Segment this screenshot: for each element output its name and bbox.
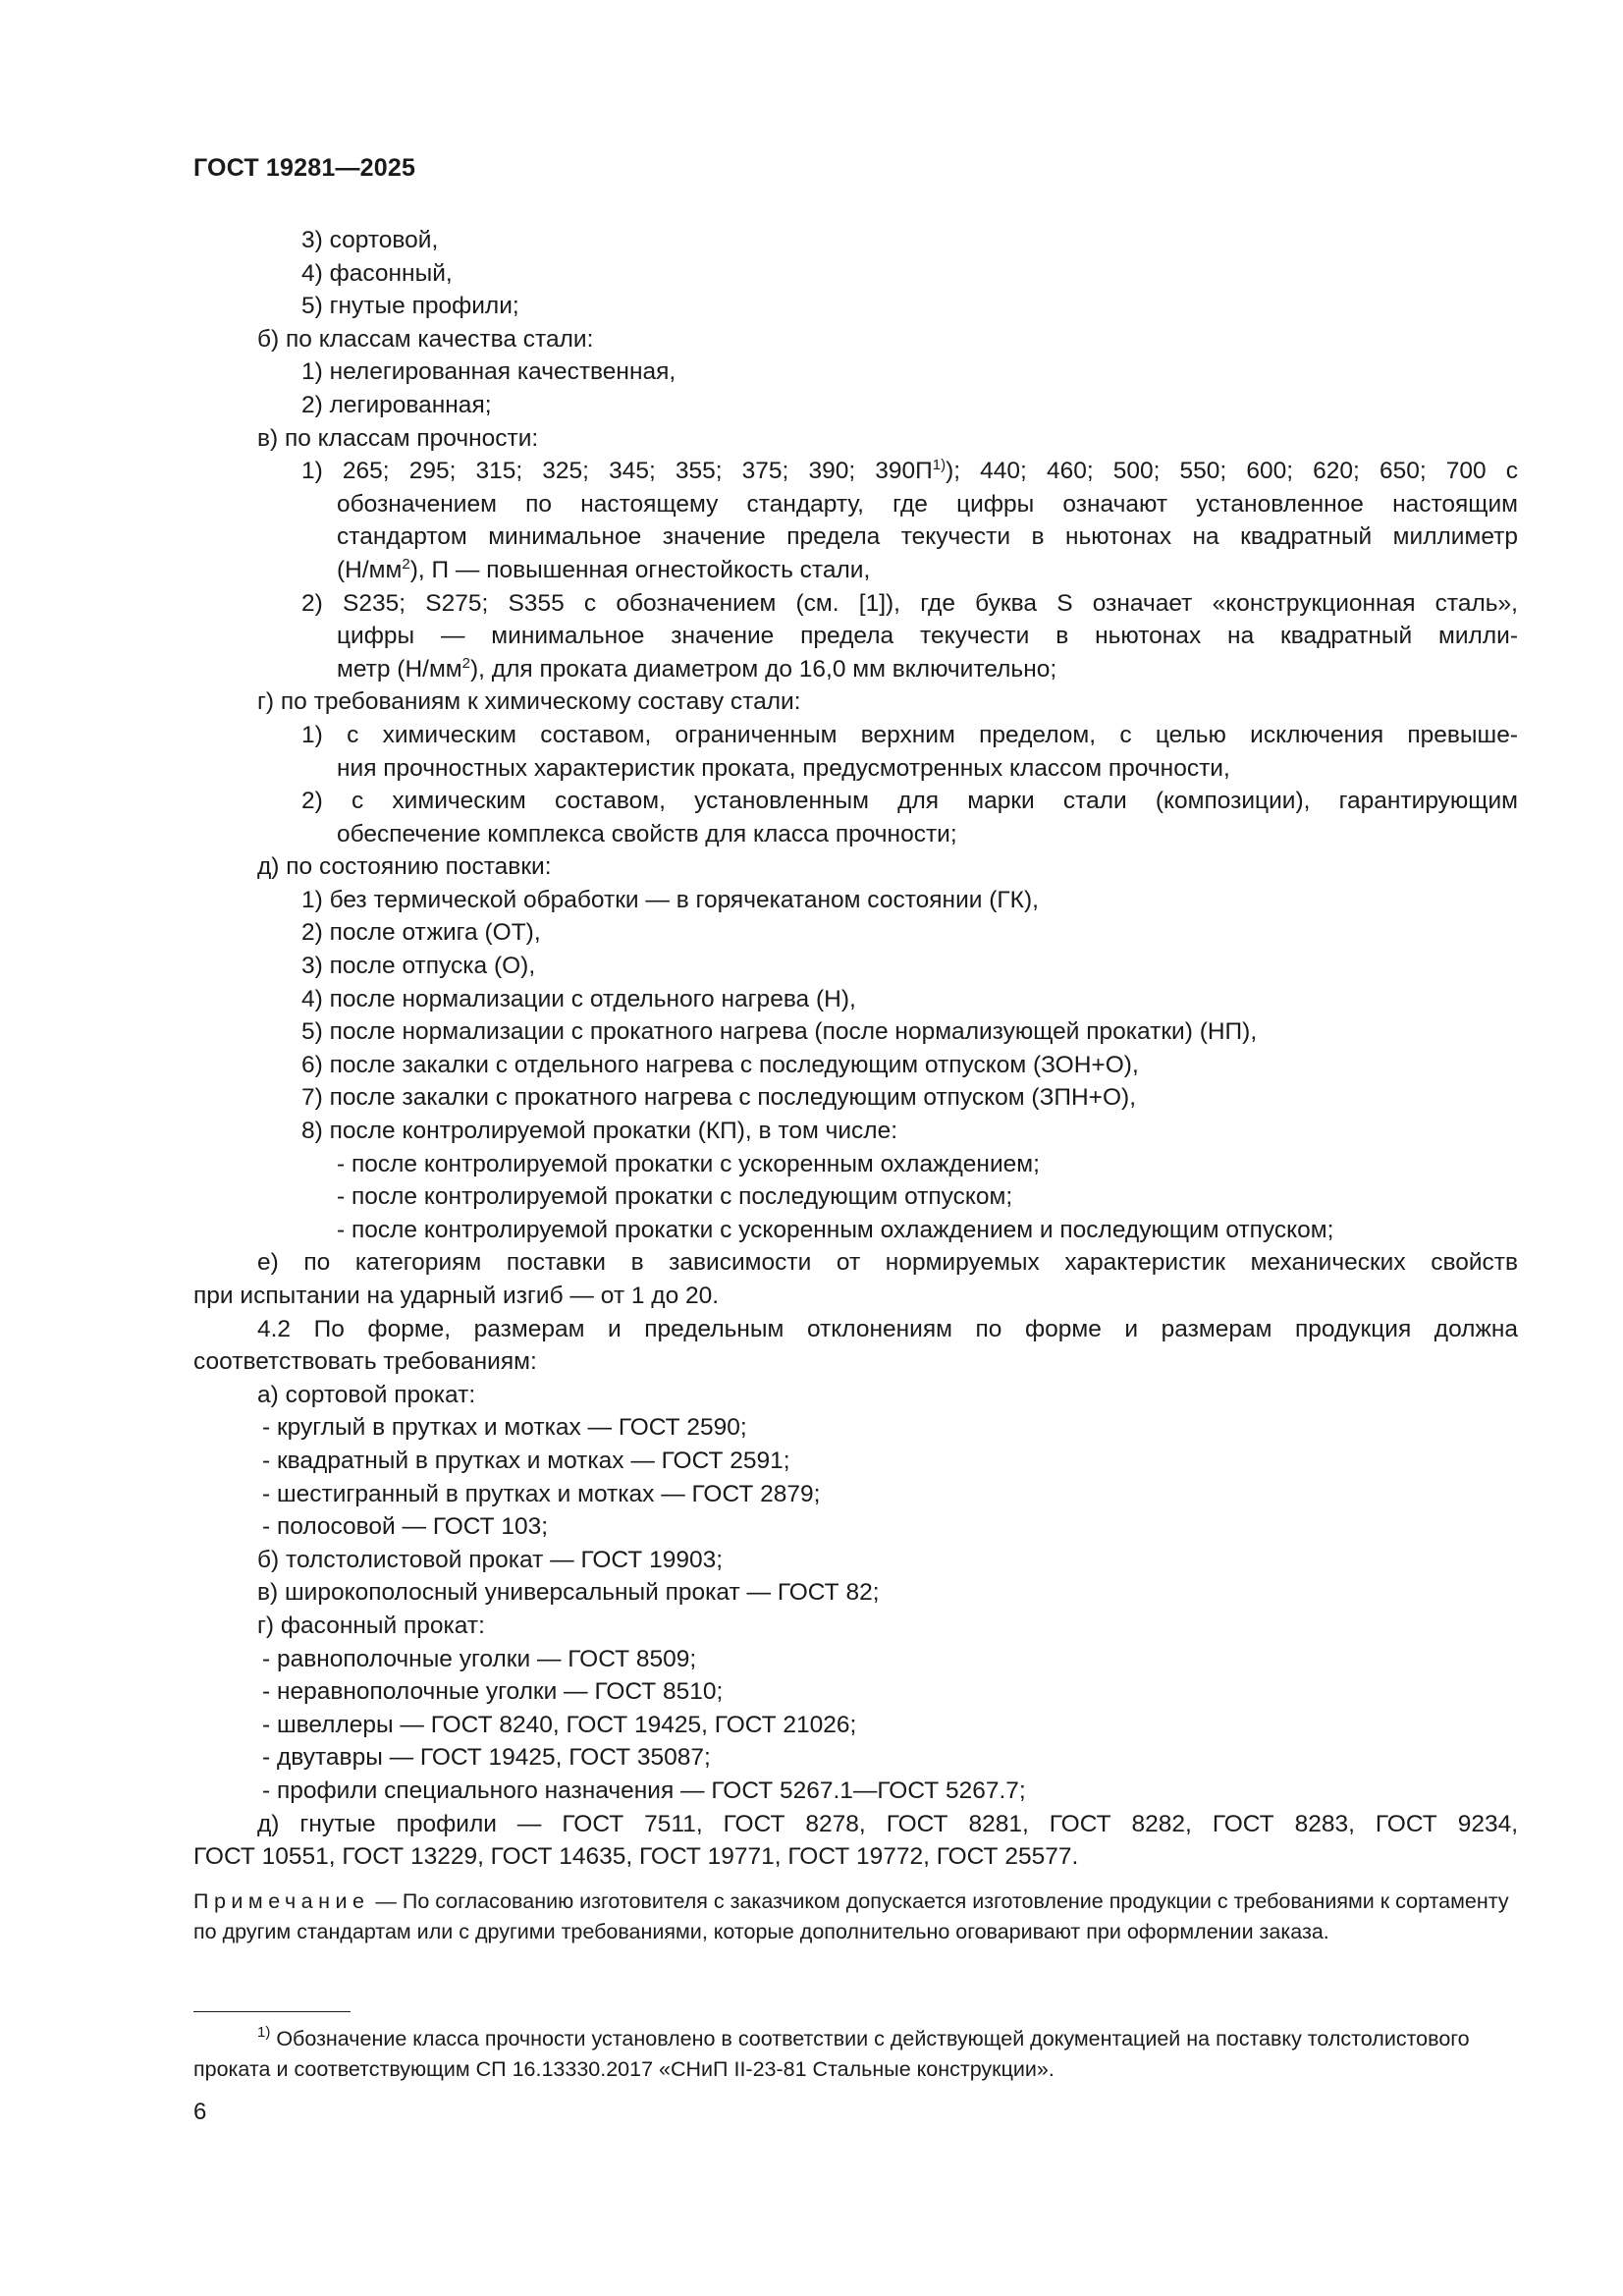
list-item: 4) после нормализации с отдельного нагрева (Н), [301,985,856,1012]
list-item: ния прочностных характеристик проката, предусмотренных классом прочности, [337,754,1230,782]
text-fragment: (Н/мм [337,556,403,583]
list-item: 5) после нормализации с прокатного нагрева (после нормализующей прокатки) (НП), [301,1018,1258,1046]
list-item: обозначением по настоящему стандарту, где цифры означают установленное настоящим [337,490,1518,518]
list-item: г) по требованиям к химическому составу стали: [257,688,801,716]
superscript: 2 [402,555,410,573]
list-item: 3) после отпуска (О), [301,953,536,980]
text-fragment: метр (Н/мм [337,655,462,683]
note [193,1886,1518,1947]
list-item: 1) с химическим составом, ограниченным верхним пределом, с целью исключения превыше- [301,721,1518,748]
text-fragment: 1) 265; 295; 315; 325; 345; 355; 375; 390; 390П [301,458,933,485]
footnote [193,2024,1518,2085]
list-item: 4) фасонный, [301,259,453,287]
list-item: - равнополочные уголки — ГОСТ 8509; [262,1645,697,1672]
list-item: 2) легированная; [301,391,492,418]
list-item: 5) гнутые профили; [301,293,519,320]
list-item: - шестигранный в прутках и мотках — ГОСТ 2879; [262,1480,821,1507]
list-item: 3) сортовой, [301,227,439,253]
footnote-ref: 1) [932,457,947,474]
list-item [193,554,1518,587]
list-item: б) по классам качества стали: [257,325,594,353]
list-item: обеспечение комплекса свойств для класса прочности; [337,820,957,847]
list-item: 2) S235; S275; S355 с обозначением (см. [1]), где буква S означает «конструкционная сталь», [301,589,1518,617]
list-item: - круглый в прутках и мотках — ГОСТ 2590; [262,1414,747,1442]
superscript: 2 [461,654,470,672]
footnote-spacer [193,2027,257,2050]
list-item: - двутавры — ГОСТ 19425, ГОСТ 35087; [262,1744,711,1772]
note-text: — По согласованию изготовителя с заказчиком допускается изготовление продукции с требованиями к сортаменту по другим стандартам или с другими требованиями, которые дополнительно оговаривают при оформлении заказа. [193,1889,1509,1943]
list-item: б) толстолистовой прокат — ГОСТ 19903; [257,1546,724,1573]
list-item: - полосовой — ГОСТ 103; [262,1513,549,1541]
document-body [193,224,1518,1874]
list-item: - швеллеры — ГОСТ 8240, ГОСТ 19425, ГОСТ 21026; [262,1711,857,1738]
list-item: в) широкополосный универсальный прокат — ГОСТ 82; [257,1579,880,1607]
list-item: д) по состоянию поставки: [257,853,552,881]
list-item: - после контролируемой прокатки с последующим отпуском; [337,1183,1013,1211]
list-item: - профили специального назначения — ГОСТ 5267.1—ГОСТ 5267.7; [262,1777,1026,1804]
list-item: ГОСТ 10551, ГОСТ 13229, ГОСТ 14635, ГОСТ 19771, ГОСТ 19772, ГОСТ 25577. [193,1843,1079,1871]
footnote-divider [193,2011,351,2012]
list-item: 7) после закалки с прокатного нагрева с последующим отпуском (ЗПН+О), [301,1084,1137,1112]
text-fragment: ), для проката диаметром до 16,0 мм включительно; [470,655,1057,683]
list-item: д) гнутые профили — ГОСТ 7511, ГОСТ 8278, ГОСТ 8281, ГОСТ 8282, ГОСТ 8283, ГОСТ 9234, [257,1810,1518,1837]
list-item: а) сортовой прокат: [257,1381,476,1408]
list-item [193,455,1518,488]
list-item: 1) без термической обработки — в горячекатаном состоянии (ГК), [301,886,1039,913]
list-item: е) по категориям поставки в зависимости от нормируемых характеристик механических свойств [257,1249,1518,1277]
list-item: - после контролируемой прокатки с ускоренным охлаждением; [337,1150,1040,1177]
page-number: 6 [193,2099,207,2125]
list-item: 2) с химическим составом, установленным для марки стали (композиции), гарантирующим [301,788,1518,815]
paragraph-line: 4.2 По форме, размерам и предельным отклонениям по форме и размерам продукция должна [257,1315,1518,1342]
list-item: цифры — минимальное значение предела текучести в ньютонах на квадратный милли- [337,623,1518,650]
list-item: 2) после отжига (ОТ), [301,919,541,947]
text-fragment: ), П — повышенная огнестойкость стали, [409,556,871,583]
list-item: - неравнополочные уголки — ГОСТ 8510; [262,1678,724,1706]
list-item: 1) нелегированная качественная, [301,358,676,386]
note-label: Примечание [193,1889,370,1913]
footnote-mark: 1) [257,2024,271,2041]
footnote-text: Обозначение класса прочности установлено в соответствии с действующей документацией на поставку толстолистового проката и соответствующим СП 16.13330.2017 «СНиП II-23-81 Стальные конструкции». [193,2027,1470,2081]
text-fragment: ); 440; 460; 500; 550; 600; 620; 650; 700 с [946,458,1518,485]
list-item: - квадратный в прутках и мотках — ГОСТ 2591; [262,1447,790,1474]
paragraph-line: соответствовать требованиям: [193,1348,537,1376]
list-item: 8) после контролируемой прокатки (КП), в том числе: [301,1118,898,1145]
list-item: 6) после закалки с отдельного нагрева с последующим отпуском (ЗОН+О), [301,1051,1139,1078]
list-item: стандартом минимальное значение предела текучести в ньютонах на квадратный миллиметр [337,523,1518,551]
paragraph-line: при испытании на ударный изгиб — от 1 до 20. [193,1283,720,1309]
document-header: ГОСТ 19281—2025 [193,154,416,182]
list-item: - после контролируемой прокатки с ускоренным охлаждением и последующим отпуском; [337,1216,1334,1243]
list-item [193,653,1518,686]
list-item: в) по классам прочности: [257,424,539,452]
list-item: г) фасонный прокат: [257,1612,485,1639]
